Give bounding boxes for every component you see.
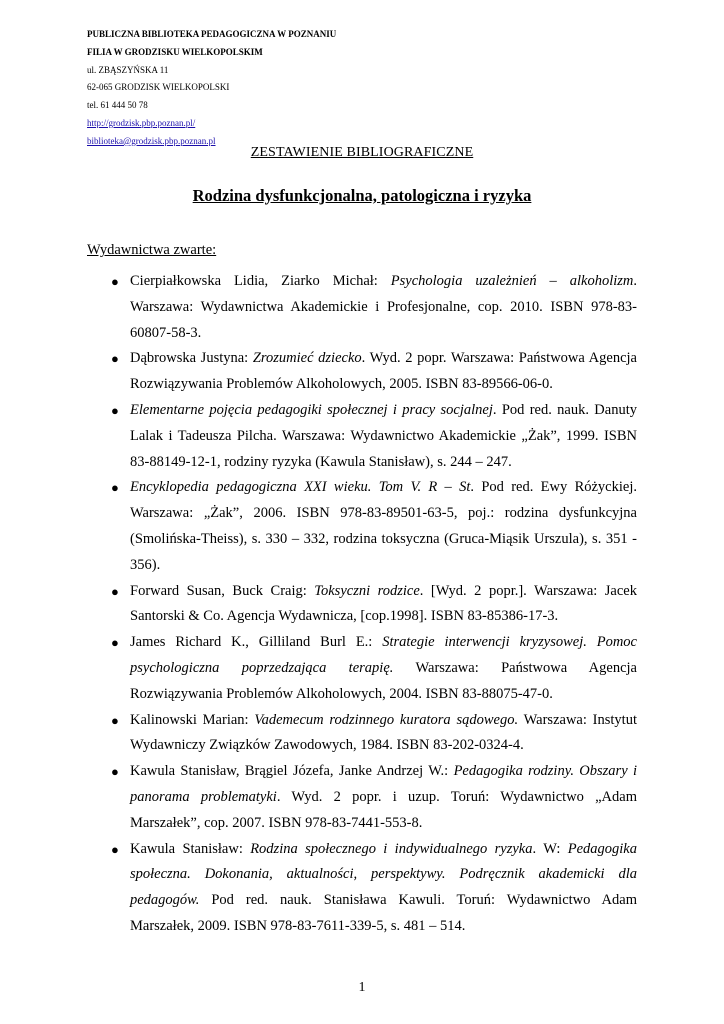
library-phone: tel. 61 444 50 78	[87, 100, 148, 111]
bibliography-entry: ● Forward Susan, Buck Craig: Toksyczni rodzice. [Wyd. 2 popr.]. Warszawa: Jacek Santorski & Co. Agencja Wydawnicza, [cop.1998]. ISBN 83-85386-17-3.	[130, 579, 637, 631]
document-label: ZESTAWIENIE BIBLIOGRAFICZNE	[250, 145, 474, 160]
bibliography-entry: ● Encyklopedia pedagogiczna XXI wieku. Tom V. R – St. Pod red. Ewy Różyckiej. Warszawa: „Żak”, 2006. ISBN 978-83-89501-63-5, poj.: rodzina dysfunkcyjna (Smolińska-Theiss), s. 330 – 332, rodzina toksyczna (Gruca-Miąsik Urszula), s. 351 - 356).	[130, 475, 637, 578]
entry-title: Toksyczni rodzice	[314, 582, 420, 599]
bullet-icon: ●	[111, 841, 119, 857]
library-name: PUBLICZNA BIBLIOTEKA PEDAGOGICZNA W POZNANIU	[87, 29, 337, 39]
document-title: Rodzina dysfunkcjonalna, patologiczna i ryzyka	[192, 186, 532, 205]
library-city: 62-065 GRODZISK WIELKOPOLSKI	[87, 82, 230, 93]
library-street: ul. ZBĄSZYŃSKA 11	[87, 64, 169, 75]
bullet-icon: ●	[111, 583, 119, 599]
bibliography-entry: ● Kalinowski Marian: Vademecum rodzinnego kuratora sądowego. Warszawa: Instytut Wydawniczy Związków Zawodowych, 1984. ISBN 83-202-0324-4.	[130, 708, 637, 760]
entry-title: Pedagogika rodziny. Obszary i panorama problematyki	[130, 763, 637, 805]
entry-title: Rodzina społecznego i indywidualnego ryzyka	[250, 840, 533, 857]
bullet-icon: ●	[111, 480, 119, 496]
library-branch: FILIA W GRODZISKU WIELKOPOLSKIM	[87, 46, 263, 57]
entry-title: Strategie interwencji kryzysowej. Pomoc psychologiczna poprzedzająca terapię.	[130, 634, 637, 676]
bibliography-entry: ● Kawula Stanisław: Rodzina społecznego i indywidualnego ryzyka. W: Pedagogika społeczna. Dokonania, aktualności, perspektywy. Podręcznik akademicki dla pedagogów. Pod red. nauk. Stanisława Kawuli. Toruń: Wydawnictwo Adam Marszałek, 2009. ISBN 978-83-7611-339-5, s. 481 – 514.	[130, 837, 637, 940]
bullet-icon: ●	[111, 635, 119, 651]
bibliography-entry: ● James Richard K., Gilliland Burl E.: Strategie interwencji kryzysowej. Pomoc psychologiczna poprzedzająca terapię. Warszawa: Państwowa Agencja Rozwiązywania Problemów Alkoholowych, 2004. ISBN 83-88075-47-0.	[130, 630, 637, 707]
bullet-icon: ●	[111, 402, 119, 418]
library-header	[87, 26, 336, 151]
section-heading: Wydawnictwa zwarte:	[87, 242, 217, 258]
entry-title: Vademecum rodzinnego kuratora sądowego.	[254, 711, 519, 728]
entry-title: Elementarne pojęcia pedagogiki społecznej i pracy socjalnej	[130, 401, 493, 418]
bullet-icon: ●	[111, 712, 119, 728]
entry-title: Encyklopedia pedagogiczna XXI wieku. Tom V. R – St	[130, 479, 471, 496]
entry-title: Zrozumieć dziecko	[252, 350, 362, 367]
bibliography-entry: ● Dąbrowska Justyna: Zrozumieć dziecko. Wyd. 2 popr. Warszawa: Państwowa Agencja Rozwiązywania Problemów Alkoholowych, 2005. ISBN 83-89566-06-0.	[130, 346, 637, 398]
bibliography-list	[0, 269, 724, 940]
bibliography-entry: ● Kawula Stanisław, Brągiel Józefa, Janke Andrzej W.: Pedagogika rodziny. Obszary i panorama problematyki. Wyd. 2 popr. i uzup. Toruń: Wydawnictwo „Adam Marszałek”, cop. 2007. ISBN 978-83-7441-553-8.	[130, 759, 637, 836]
library-email-link[interactable]: biblioteka@grodzisk.pbp.poznan.pl	[87, 135, 216, 146]
bullet-icon: ●	[111, 351, 119, 367]
bibliography-entry: ● Cierpiałkowska Lidia, Ziarko Michał: Psychologia uzależnień – alkoholizm. Warszawa: Wydawnictwa Akademickie i Profesjonalne, cop. 2010. ISBN 978-83-60807-58-3.	[130, 269, 637, 346]
bullet-icon: ●	[111, 764, 119, 780]
entry-book-title: Pedagogika społeczna. Dokonania, aktualności, perspektywy. Podręcznik akademicki dla pedagogów.	[130, 840, 637, 909]
page-number: 1	[358, 980, 366, 995]
library-website-link[interactable]: http://grodzisk.pbp.poznan.pl/	[87, 117, 196, 128]
bullet-icon: ●	[111, 274, 119, 289]
entry-title: Psychologia uzależnień – alkoholizm	[390, 273, 634, 289]
bibliography-entry: ● Elementarne pojęcia pedagogiki społecznej i pracy socjalnej. Pod red. nauk. Danuty Lalak i Tadeusza Pilcha. Warszawa: Wydawnictwo Akademickie „Żak”, 1999. ISBN 83-88149-12-1, rodziny ryzyka (Kawula Stanisław), s. 244 – 247.	[130, 398, 637, 475]
